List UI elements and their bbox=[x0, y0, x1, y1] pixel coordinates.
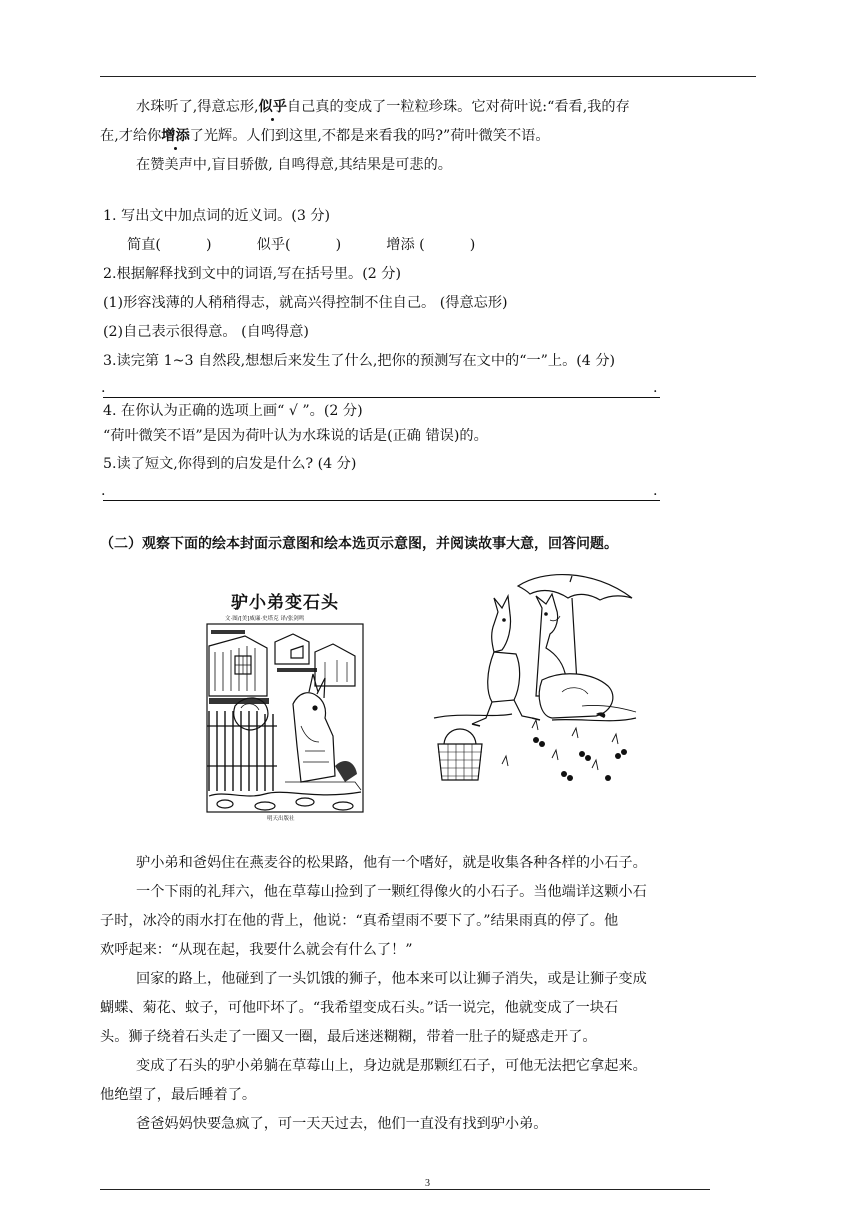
question-2-item-1: (1)形容浅薄的人稍稍得志，就高兴得控制不住自己。 (得意忘形) bbox=[103, 295, 508, 311]
question-2-item-2: (2)自己表示很得意。 (自鸣得意) bbox=[103, 324, 309, 340]
book-cover-title: 驴小弟变石头 bbox=[231, 593, 339, 613]
section-heading: （二）观察下面的绘本封面示意图和绘本选页示意图，并阅读故事大意，回答问题。 bbox=[100, 536, 618, 552]
question-1-blanks: 简直( ) 似乎( ) 增添 ( ) bbox=[127, 237, 476, 253]
header-rule bbox=[100, 76, 756, 77]
answer-line-dot: . bbox=[653, 483, 658, 499]
page-number: 3 bbox=[425, 1178, 430, 1189]
book-cover-image bbox=[205, 586, 365, 824]
question-2: 2.根据解释找到文中的词语,写在括号里。(2 分) bbox=[103, 266, 402, 282]
question-4-statement: “荷叶微笑不语”是因为荷叶认为水珠说的话是(正确 错误)的。 bbox=[103, 428, 488, 444]
question-5: 5.读了短文,你得到的启发是什么? (4 分) bbox=[103, 456, 357, 472]
story-page-drawing bbox=[432, 568, 638, 790]
answer-line-dot: . bbox=[101, 380, 106, 396]
story-line: 子时，冰冷的雨水打在他的背上，他说：“真希望雨不要下了。”结果雨真的停了。他 bbox=[100, 913, 619, 929]
story-line: 变成了石头的驴小弟躺在草莓山上，身边就是那颗红石子，可他无法把它拿起来。 bbox=[136, 1058, 647, 1074]
story-line: 一个下雨的礼拜六，他在草莓山捡到了一颗红得像火的小石子。当他端详这颗小石 bbox=[136, 884, 647, 900]
book-cover-drawing bbox=[205, 586, 365, 824]
story-line: 驴小弟和爸妈住在燕麦谷的松果路，他有一个嗜好，就是收集各种各样的小石子。 bbox=[136, 855, 647, 871]
dotted-word: 增添 bbox=[161, 128, 190, 144]
question-4: 4. 在你认为正确的选项上画“ √ ”。(2 分) bbox=[103, 403, 363, 419]
story-line: 回家的路上，他碰到了一头饥饿的狮子，他本来可以让狮子消失，或是让狮子变成 bbox=[136, 971, 647, 987]
footer-rule bbox=[100, 1189, 710, 1190]
story-line: 他绝望了，最后睡着了。 bbox=[100, 1087, 257, 1103]
answer-line-dot: . bbox=[653, 380, 658, 396]
answer-line[interactable] bbox=[103, 397, 660, 398]
story-line: 欢呼起来：“从现在起，我要什么就会有什么了！” bbox=[100, 942, 413, 958]
story-page-image bbox=[432, 568, 638, 790]
passage-line: 在,才给你增添了光辉。人们到这里,不都是来看我的吗?”荷叶微笑不语。 bbox=[100, 128, 550, 144]
answer-line-dot: . bbox=[101, 483, 106, 499]
question-3: 3.读完第 1~3 自然段,想想后来发生了什么,把你的预测写在文中的“一”上。(4 分) bbox=[103, 353, 616, 369]
story-line: 头。狮子绕着石头走了一圈又一圈，最后迷迷糊糊，带着一肚子的疑惑走开了。 bbox=[100, 1029, 597, 1045]
passage-line: 水珠听了,得意忘形,似乎自己真的变成了一粒粒珍珠。它对荷叶说:“看看,我的存 bbox=[136, 99, 630, 115]
passage-line: 在赞美声中,盲目骄傲, 自鸣得意,其结果是可悲的。 bbox=[136, 157, 452, 173]
story-line: 爸爸妈妈快要急疯了，可一天天过去，他们一直没有找到驴小弟。 bbox=[136, 1116, 548, 1132]
book-cover-publisher: 明天出版社 bbox=[267, 816, 295, 822]
story-line: 蝴蝶、菊花、蚊子，可他吓坏了。“我希望变成石头。”话一说完，他就变成了一块石 bbox=[100, 1000, 619, 1016]
question-1: 1. 写出文中加点词的近义词。(3 分) bbox=[103, 208, 331, 224]
book-cover-credits: 文·图/[美]威廉·史塔克 译/张剑鸣 bbox=[225, 616, 305, 622]
answer-line[interactable] bbox=[103, 500, 660, 501]
dotted-word: 似乎 bbox=[258, 99, 287, 115]
